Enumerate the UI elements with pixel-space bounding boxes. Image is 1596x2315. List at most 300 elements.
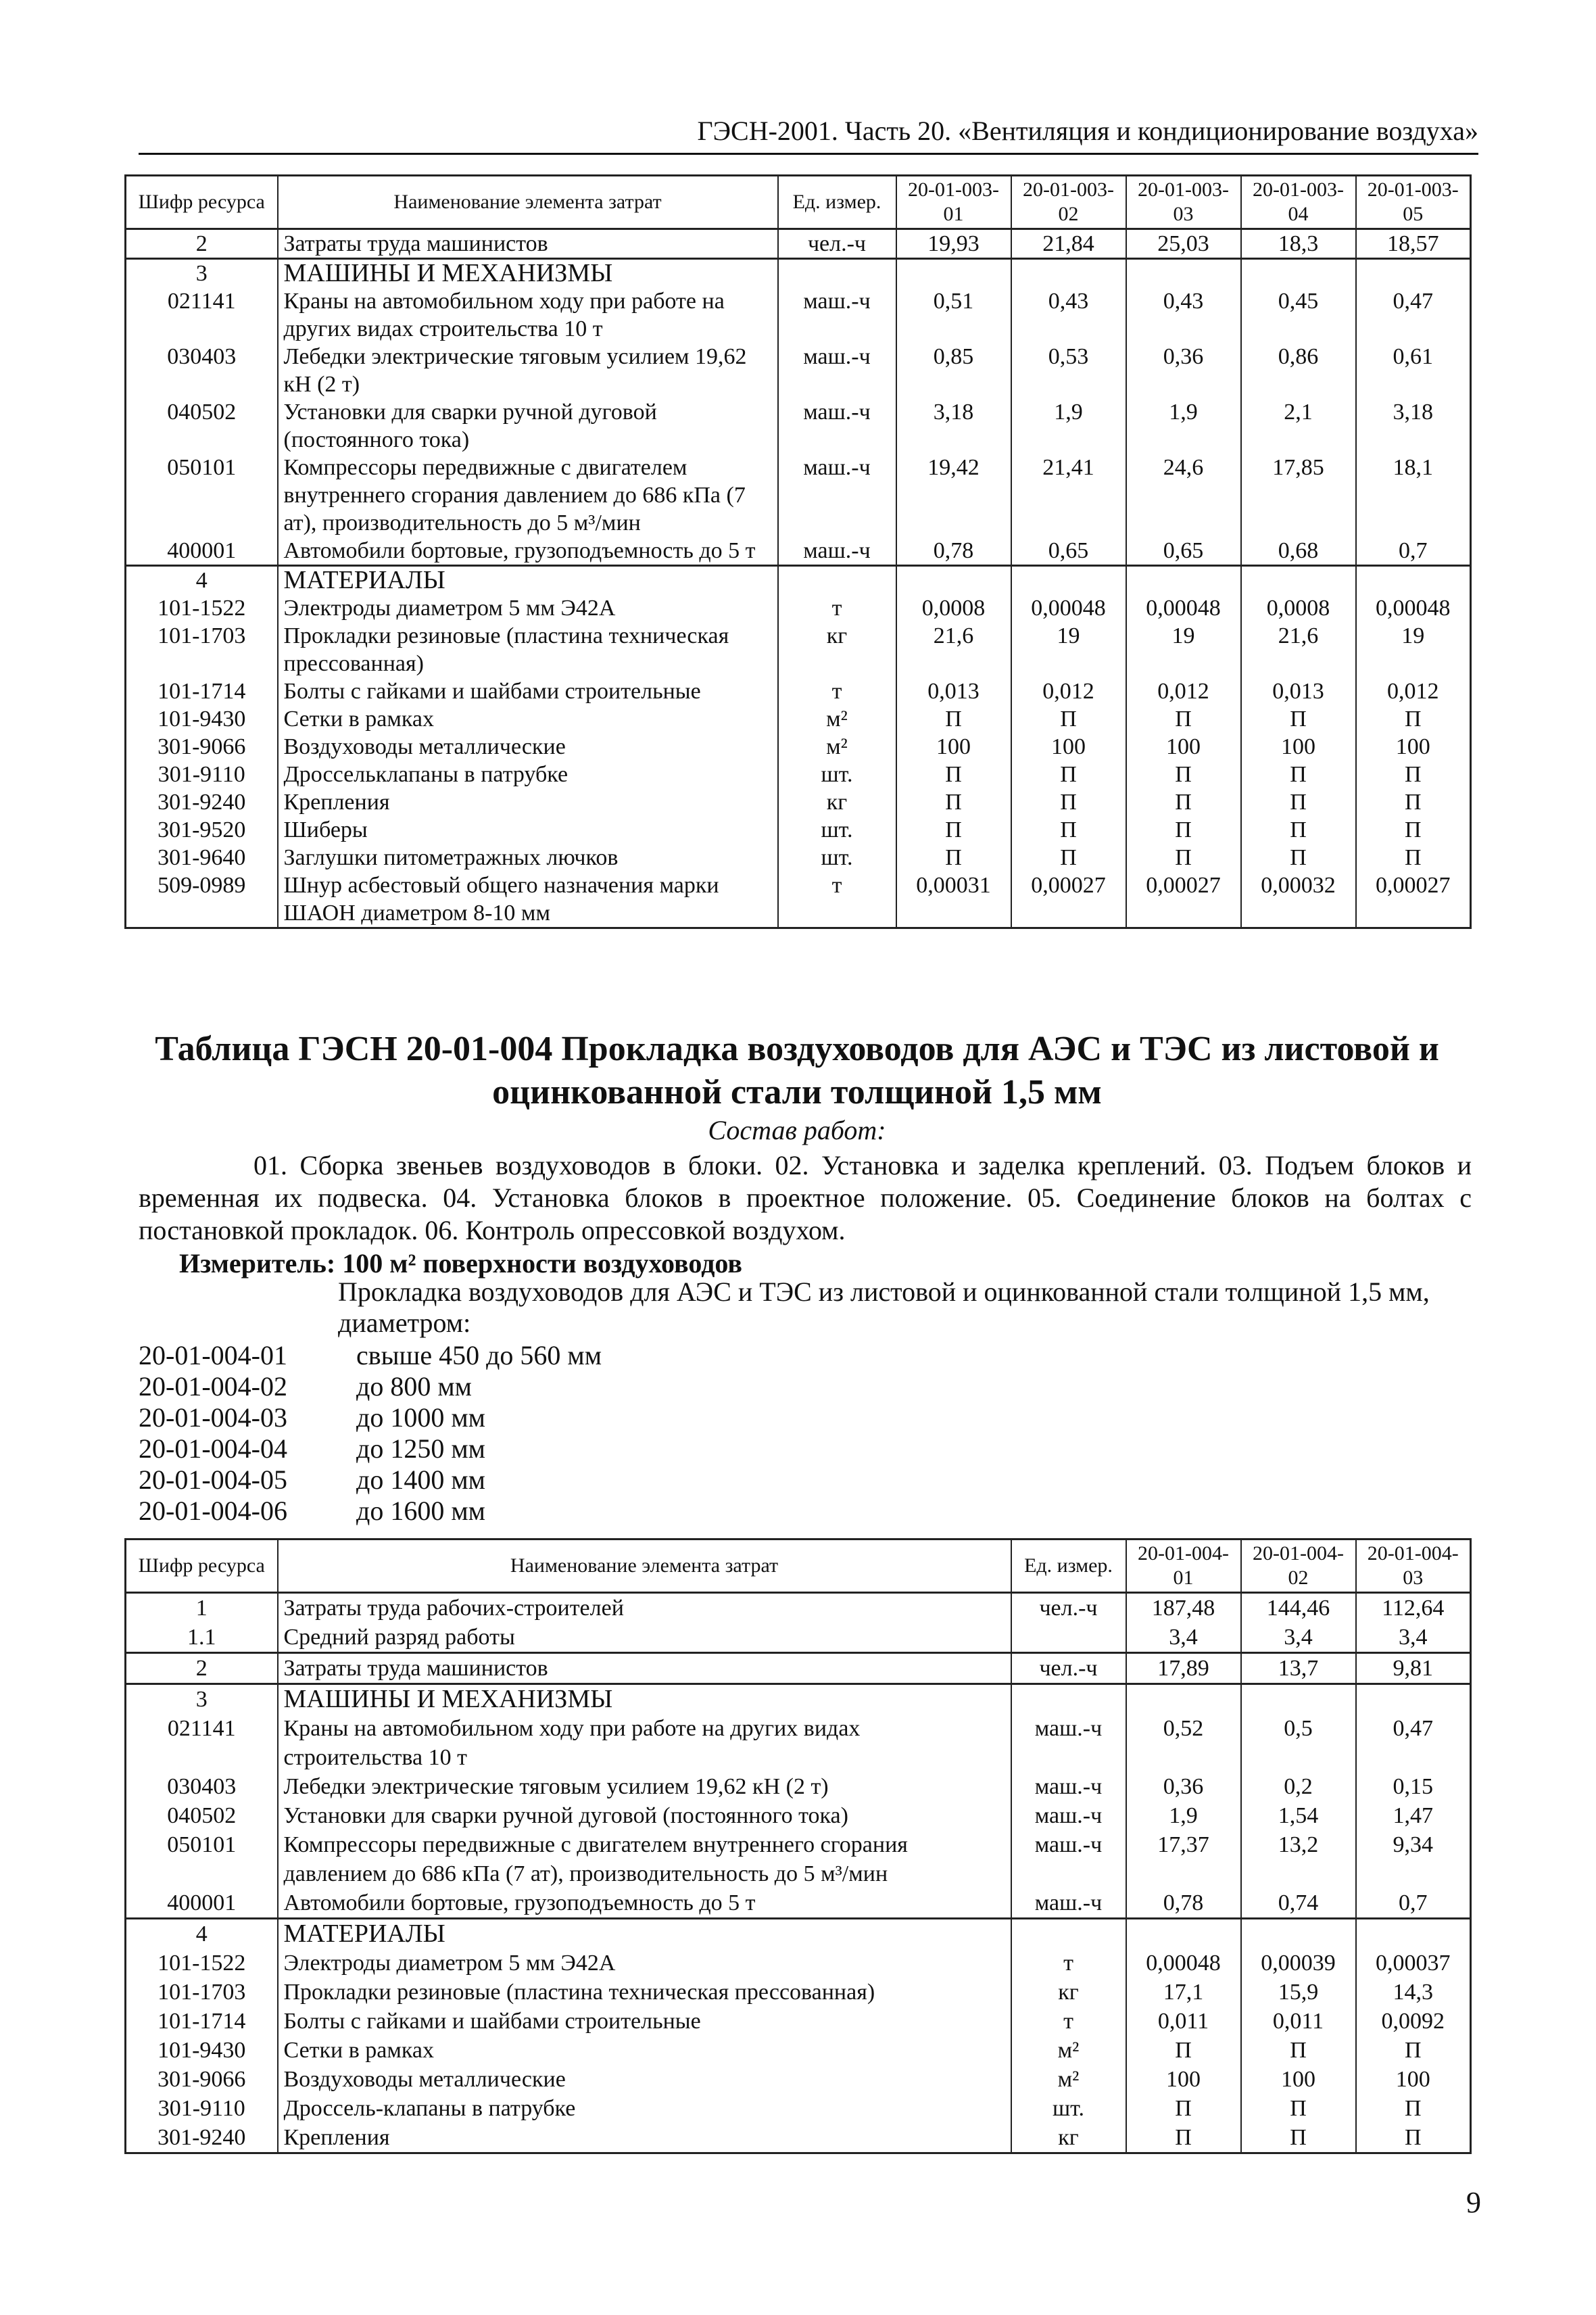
norm-text: до 1000 мм — [356, 1402, 485, 1433]
unit-cell: шт. — [1011, 2094, 1126, 2123]
value-cell: 0,00027 — [1011, 872, 1126, 928]
value-cell — [1356, 1919, 1471, 1949]
resource-name: Крепления — [278, 788, 778, 816]
resource-code: 1.1 — [126, 1623, 278, 1653]
unit-cell: кг — [778, 622, 896, 677]
norm-code: 20-01-004-02 — [139, 1371, 287, 1402]
table-row — [126, 1653, 1471, 1684]
value-cell: П — [1241, 844, 1356, 872]
value-cell: 14,3 — [1356, 1978, 1471, 2007]
value-cell: П — [1241, 2036, 1356, 2065]
col-header-norm: 20-01-003-03 — [1126, 176, 1241, 229]
table-row — [126, 229, 1471, 259]
table-header-row — [126, 1540, 1471, 1593]
unit-cell — [1011, 1919, 1126, 1949]
value-cell: 3,4 — [1126, 1623, 1241, 1653]
value-cell: 0,5 — [1241, 1714, 1356, 1772]
resource-code: 101-1522 — [126, 1949, 278, 1978]
section-heading: МАШИНЫ И МЕХАНИЗМЫ — [278, 1684, 1011, 1715]
resource-code: 050101 — [126, 1830, 278, 1888]
value-cell: П — [1356, 2123, 1471, 2153]
value-cell — [1011, 566, 1126, 595]
value-cell: 144,46 — [1241, 1593, 1356, 1623]
value-cell: П — [896, 788, 1011, 816]
resource-code: 301-9520 — [126, 816, 278, 844]
value-cell: П — [1126, 2094, 1241, 2123]
norm-text: до 1600 мм — [356, 1496, 485, 1526]
value-cell: П — [1356, 816, 1471, 844]
value-cell: 18,57 — [1356, 229, 1471, 259]
resource-name: Болты с гайками и шайбами строительные — [278, 677, 778, 705]
col-header-code: Шифр ресурса — [126, 1540, 278, 1593]
value-cell: П — [1126, 2036, 1241, 2065]
col-header-norm: 20-01-004-03 — [1356, 1540, 1471, 1593]
value-cell: 0,65 — [1011, 537, 1126, 566]
value-cell: 1,9 — [1126, 1801, 1241, 1830]
unit-cell: маш.-ч — [778, 454, 896, 537]
table-row — [126, 454, 1471, 537]
table-row — [126, 259, 1471, 288]
value-cell: 100 — [1356, 2065, 1471, 2094]
norm-text: до 1250 мм — [356, 1433, 485, 1464]
table-row — [126, 1919, 1471, 1949]
value-cell: П — [1126, 816, 1241, 844]
table-row — [126, 1714, 1471, 1772]
col-header-norm: 20-01-003-01 — [896, 176, 1011, 229]
resource-code: 4 — [126, 1919, 278, 1949]
unit-cell: чел.-ч — [1011, 1653, 1126, 1684]
value-cell: 19 — [1126, 622, 1241, 677]
value-cell: 13,2 — [1241, 1830, 1356, 1888]
unit-cell: кг — [1011, 2123, 1126, 2153]
value-cell: 1,9 — [1126, 398, 1241, 454]
col-header-unit: Ед. измер. — [1011, 1540, 1126, 1593]
value-cell: 187,48 — [1126, 1593, 1241, 1623]
value-cell: П — [1356, 2036, 1471, 2065]
table-row — [126, 788, 1471, 816]
value-cell — [1241, 1684, 1356, 1715]
norm-description-line: Прокладка воздуховодов для АЭС и ТЭС из листовой и оцинкованной стали толщиной 1,5 мм, — [338, 1276, 1430, 1307]
table-row — [126, 1593, 1471, 1623]
table-row — [126, 537, 1471, 566]
table-row — [126, 872, 1471, 928]
unit-cell: маш.-ч — [1011, 1772, 1126, 1801]
value-cell: 13,7 — [1241, 1653, 1356, 1684]
unit-cell: чел.-ч — [778, 229, 896, 259]
section-heading: МАШИНЫ И МЕХАНИЗМЫ — [278, 259, 778, 288]
value-cell: 24,6 — [1126, 454, 1241, 537]
value-cell: 9,81 — [1356, 1653, 1471, 1684]
table-row — [126, 2065, 1471, 2094]
norm-text: свыше 450 до 560 мм — [356, 1340, 602, 1370]
unit-cell: кг — [1011, 1978, 1126, 2007]
value-cell: 3,4 — [1356, 1623, 1471, 1653]
value-cell: 0,00027 — [1356, 872, 1471, 928]
value-cell: 21,6 — [1241, 622, 1356, 677]
value-cell — [1356, 566, 1471, 595]
value-cell: П — [1241, 761, 1356, 788]
table-title — [124, 1028, 1470, 1114]
resource-code: 3 — [126, 259, 278, 288]
table-row — [126, 1830, 1471, 1888]
resource-code: 021141 — [126, 1714, 278, 1772]
value-cell: П — [1356, 705, 1471, 733]
value-cell: 0,00048 — [1356, 594, 1471, 622]
unit-cell: кг — [778, 788, 896, 816]
value-cell — [896, 566, 1011, 595]
table-row — [126, 398, 1471, 454]
resource-name: Затраты труда рабочих-строителей — [278, 1593, 1011, 1623]
resource-code: 301-9110 — [126, 761, 278, 788]
unit-cell: шт. — [778, 761, 896, 788]
value-cell: П — [1241, 816, 1356, 844]
table-row — [126, 1978, 1471, 2007]
unit-cell: т — [1011, 1949, 1126, 1978]
resource-code: 030403 — [126, 1772, 278, 1801]
resource-name: Затраты труда машинистов — [278, 1653, 1011, 1684]
table-row — [126, 733, 1471, 761]
unit-cell: маш.-ч — [778, 398, 896, 454]
table-row — [126, 622, 1471, 677]
value-cell: 0,65 — [1126, 537, 1241, 566]
value-cell: 0,7 — [1356, 1888, 1471, 1919]
value-cell: 19,42 — [896, 454, 1011, 537]
col-header-code: Шифр ресурса — [126, 176, 278, 229]
value-cell: 3,18 — [896, 398, 1011, 454]
value-cell: 100 — [1126, 2065, 1241, 2094]
value-cell: 0,013 — [896, 677, 1011, 705]
resource-name: Краны на автомобильном ходу при работе на других видах строительства 10 т — [278, 1714, 1011, 1772]
value-cell: 0,00031 — [896, 872, 1011, 928]
value-cell: 19 — [1011, 622, 1126, 677]
table-title-line: Таблица ГЭСН 20-01-004 Прокладка воздуховодов для АЭС и ТЭС из листовой и — [155, 1030, 1439, 1068]
value-cell: 17,85 — [1241, 454, 1356, 537]
value-cell: 21,84 — [1011, 229, 1126, 259]
resource-name: Компрессоры передвижные с двигателем внутреннего сгорания давлением до 686 кПа (7 ат), производительность до 5 м³/мин — [278, 1830, 1011, 1888]
value-cell: 0,47 — [1356, 1714, 1471, 1772]
measure-unit: Измеритель: 100 м² поверхности воздуховодов — [179, 1248, 743, 1279]
value-cell — [1011, 259, 1126, 288]
resource-code: 101-1522 — [126, 594, 278, 622]
value-cell: 0,0008 — [896, 594, 1011, 622]
value-cell: 0,00032 — [1241, 872, 1356, 928]
resource-code: 2 — [126, 229, 278, 259]
value-cell: П — [1011, 761, 1126, 788]
resource-name: Сетки в рамках — [278, 705, 778, 733]
value-cell: 0,00039 — [1241, 1949, 1356, 1978]
unit-cell — [778, 259, 896, 288]
value-cell — [1356, 1684, 1471, 1715]
resource-name: Электроды диаметром 5 мм Э42А — [278, 1949, 1011, 1978]
value-cell: П — [1241, 705, 1356, 733]
value-cell: 0,00037 — [1356, 1949, 1471, 1978]
col-header-unit: Ед. измер. — [778, 176, 896, 229]
value-cell: П — [1356, 844, 1471, 872]
resource-name: Лебедки электрические тяговым усилием 19,62 кН (2 т) — [278, 343, 778, 398]
resource-name: Воздуховоды металлические — [278, 2065, 1011, 2094]
resource-name: Компрессоры передвижные с двигателем внутреннего сгорания давлением до 686 кПа (7 ат), производительность до 5 м³/мин — [278, 454, 778, 537]
resource-code: 301-9066 — [126, 2065, 278, 2094]
section-heading: МАТЕРИАЛЫ — [278, 1919, 1011, 1949]
col-header-name: Наименование элемента затрат — [278, 176, 778, 229]
value-cell: 0,68 — [1241, 537, 1356, 566]
value-cell: 0,00048 — [1126, 594, 1241, 622]
value-cell: 0,36 — [1126, 1772, 1241, 1801]
value-cell: 0,2 — [1241, 1772, 1356, 1801]
work-composition-text: 01. Сборка звеньев воздуховодов в блоки. 02. Установка и заделка креплений. 03. Подъем блоков и временная их подвеска. 04. Установка блоков в проектное положение. 05. Соединение блоков на болтах с постановкой прокладок. 06. Контроль опрессовкой воздухом. — [139, 1150, 1472, 1245]
value-cell: 100 — [1241, 2065, 1356, 2094]
unit-cell: маш.-ч — [1011, 1714, 1126, 1772]
resource-code: 101-1703 — [126, 622, 278, 677]
resource-code: 301-9066 — [126, 733, 278, 761]
value-cell: 17,89 — [1126, 1653, 1241, 1684]
value-cell: П — [896, 761, 1011, 788]
table-title-line: оцинкованной стали толщиной 1,5 мм — [492, 1073, 1102, 1112]
resource-name: Заглушки питометражных лючков — [278, 844, 778, 872]
section-heading: МАТЕРИАЛЫ — [278, 566, 778, 595]
unit-cell: т — [778, 594, 896, 622]
value-cell — [1241, 259, 1356, 288]
value-cell: 3,4 — [1241, 1623, 1356, 1653]
value-cell: 112,64 — [1356, 1593, 1471, 1623]
resource-code: 400001 — [126, 1888, 278, 1919]
value-cell — [1356, 259, 1471, 288]
resource-code: 301-9640 — [126, 844, 278, 872]
resource-name: Автомобили бортовые, грузоподъемность до 5 т — [278, 537, 778, 566]
value-cell: 19 — [1356, 622, 1471, 677]
value-cell: П — [896, 705, 1011, 733]
value-cell: 100 — [1356, 733, 1471, 761]
value-cell: П — [1126, 788, 1241, 816]
value-cell: 0,86 — [1241, 343, 1356, 398]
resource-name: Краны на автомобильном ходу при работе на других видах строительства 10 т — [278, 287, 778, 343]
value-cell: П — [1126, 844, 1241, 872]
unit-cell — [778, 566, 896, 595]
value-cell: П — [1356, 761, 1471, 788]
resource-code: 050101 — [126, 454, 278, 537]
unit-cell — [1011, 1684, 1126, 1715]
value-cell: 1,47 — [1356, 1801, 1471, 1830]
resource-name: Установки для сварки ручной дуговой (постоянного тока) — [278, 1801, 1011, 1830]
value-cell: 1,54 — [1241, 1801, 1356, 1830]
table-row — [126, 705, 1471, 733]
value-cell: П — [1241, 788, 1356, 816]
table-header-row — [126, 176, 1471, 229]
value-cell: 0,011 — [1126, 2007, 1241, 2036]
table-row — [126, 1623, 1471, 1653]
value-cell: 0,78 — [896, 537, 1011, 566]
resource-code: 2 — [126, 1653, 278, 1684]
col-header-name: Наименование элемента затрат — [278, 1540, 1011, 1593]
value-cell — [1126, 566, 1241, 595]
resource-name: Крепления — [278, 2123, 1011, 2153]
table-row — [126, 1801, 1471, 1830]
value-cell: 0,012 — [1126, 677, 1241, 705]
value-cell: 0,51 — [896, 287, 1011, 343]
norm-code: 20-01-004-04 — [139, 1433, 287, 1464]
table-row — [126, 816, 1471, 844]
unit-cell: маш.-ч — [778, 343, 896, 398]
resource-name: Шнур асбестовый общего назначения марки ШАОН диаметром 8-10 мм — [278, 872, 778, 928]
resource-code: 021141 — [126, 287, 278, 343]
unit-cell: т — [778, 677, 896, 705]
value-cell: 0,43 — [1011, 287, 1126, 343]
table-row — [126, 566, 1471, 595]
unit-cell: т — [1011, 2007, 1126, 2036]
resource-table-004 — [124, 1538, 1472, 2154]
value-cell: П — [1011, 788, 1126, 816]
value-cell: 25,03 — [1126, 229, 1241, 259]
value-cell: 17,37 — [1126, 1830, 1241, 1888]
unit-cell: маш.-ч — [1011, 1830, 1126, 1888]
norm-code: 20-01-004-06 — [139, 1496, 287, 1526]
value-cell: 9,34 — [1356, 1830, 1471, 1888]
unit-cell: м² — [1011, 2036, 1126, 2065]
resource-name: Прокладки резиновые (пластина техническая прессованная) — [278, 1978, 1011, 2007]
table-row — [126, 343, 1471, 398]
value-cell: 15,9 — [1241, 1978, 1356, 2007]
value-cell: П — [1126, 2123, 1241, 2153]
resource-name: Затраты труда машинистов — [278, 229, 778, 259]
value-cell: П — [1011, 816, 1126, 844]
unit-cell: м² — [778, 705, 896, 733]
value-cell: 0,53 — [1011, 343, 1126, 398]
value-cell: П — [1241, 2123, 1356, 2153]
value-cell: 18,1 — [1356, 454, 1471, 537]
value-cell: 17,1 — [1126, 1978, 1241, 2007]
value-cell: 18,3 — [1241, 229, 1356, 259]
norm-code: 20-01-004-01 — [139, 1340, 287, 1370]
value-cell: 100 — [1241, 733, 1356, 761]
value-cell: 100 — [1011, 733, 1126, 761]
resource-code: 040502 — [126, 1801, 278, 1830]
value-cell: 0,43 — [1126, 287, 1241, 343]
value-cell: П — [1011, 705, 1126, 733]
norm-text: до 1400 мм — [356, 1464, 485, 1495]
resource-code: 101-9430 — [126, 705, 278, 733]
resource-name: Установки для сварки ручной дуговой (постоянного тока) — [278, 398, 778, 454]
value-cell: 0,85 — [896, 343, 1011, 398]
resource-name: Прокладки резиновые (пластина техническая прессованная) — [278, 622, 778, 677]
value-cell: 21,6 — [896, 622, 1011, 677]
resource-name: Средний разряд работы — [278, 1623, 1011, 1653]
norm-item — [139, 1340, 602, 1371]
value-cell: П — [1126, 705, 1241, 733]
value-cell: 0,74 — [1241, 1888, 1356, 1919]
value-cell: 21,41 — [1011, 454, 1126, 537]
value-cell: 0,7 — [1356, 537, 1471, 566]
value-cell: 0,52 — [1126, 1714, 1241, 1772]
value-cell: П — [896, 816, 1011, 844]
table-row — [126, 1772, 1471, 1801]
col-header-norm: 20-01-003-04 — [1241, 176, 1356, 229]
table-row — [126, 1949, 1471, 1978]
value-cell: П — [1126, 761, 1241, 788]
value-cell — [1126, 1684, 1241, 1715]
resource-code: 509-0989 — [126, 872, 278, 928]
unit-cell — [1011, 1623, 1126, 1653]
resource-code: 040502 — [126, 398, 278, 454]
unit-cell: маш.-ч — [1011, 1801, 1126, 1830]
value-cell: 0,78 — [1126, 1888, 1241, 1919]
resource-code: 101-1703 — [126, 1978, 278, 2007]
table-row — [126, 844, 1471, 872]
table-row — [126, 761, 1471, 788]
norm-description — [338, 1276, 1480, 1339]
norm-item — [139, 1433, 602, 1464]
unit-cell: маш.-ч — [778, 287, 896, 343]
value-cell: П — [896, 844, 1011, 872]
value-cell: 0,61 — [1356, 343, 1471, 398]
unit-cell: м² — [1011, 2065, 1126, 2094]
value-cell: П — [1356, 2094, 1471, 2123]
table-row — [126, 2123, 1471, 2153]
value-cell — [1241, 566, 1356, 595]
page-number: 9 — [1466, 2186, 1481, 2219]
resource-code: 1 — [126, 1593, 278, 1623]
value-cell: 0,011 — [1241, 2007, 1356, 2036]
table-row — [126, 2036, 1471, 2065]
table-row — [126, 594, 1471, 622]
value-cell: 0,0008 — [1241, 594, 1356, 622]
resource-code: 101-1714 — [126, 677, 278, 705]
value-cell: 0,012 — [1011, 677, 1126, 705]
value-cell: П — [1356, 788, 1471, 816]
work-composition-label: Состав работ: — [708, 1115, 886, 1145]
unit-cell: чел.-ч — [1011, 1593, 1126, 1623]
value-cell — [1126, 259, 1241, 288]
norm-item — [139, 1371, 602, 1402]
value-cell: 3,18 — [1356, 398, 1471, 454]
norm-item — [139, 1496, 602, 1527]
value-cell: 0,0092 — [1356, 2007, 1471, 2036]
resource-code: 301-9110 — [126, 2094, 278, 2123]
col-header-norm: 20-01-003-02 — [1011, 176, 1126, 229]
value-cell: 0,012 — [1356, 677, 1471, 705]
value-cell: 0,00048 — [1011, 594, 1126, 622]
resource-code: 101-1714 — [126, 2007, 278, 2036]
table-row — [126, 2094, 1471, 2123]
resource-name: Автомобили бортовые, грузоподъемность до 5 т — [278, 1888, 1011, 1919]
value-cell — [896, 259, 1011, 288]
resource-code: 4 — [126, 566, 278, 595]
value-cell — [1241, 1919, 1356, 1949]
value-cell: 100 — [896, 733, 1011, 761]
value-cell: 0,15 — [1356, 1772, 1471, 1801]
value-cell: П — [1011, 844, 1126, 872]
col-header-norm: 20-01-004-01 — [1126, 1540, 1241, 1593]
norm-text: до 800 мм — [356, 1371, 472, 1402]
value-cell: 0,36 — [1126, 343, 1241, 398]
unit-cell: т — [778, 872, 896, 928]
norm-item — [139, 1464, 602, 1496]
value-cell: 100 — [1126, 733, 1241, 761]
col-header-norm: 20-01-004-02 — [1241, 1540, 1356, 1593]
norm-description-line: диаметром: — [338, 1308, 471, 1338]
norm-code: 20-01-004-03 — [139, 1402, 287, 1433]
resource-code: 101-9430 — [126, 2036, 278, 2065]
unit-cell: маш.-ч — [1011, 1888, 1126, 1919]
resource-name: Дроссельклапаны в патрубке — [278, 761, 778, 788]
table-row — [126, 2007, 1471, 2036]
unit-cell: маш.-ч — [778, 537, 896, 566]
table-row — [126, 677, 1471, 705]
table-row — [126, 287, 1471, 343]
col-header-norm: 20-01-003-05 — [1356, 176, 1471, 229]
resource-code: 3 — [126, 1684, 278, 1715]
norm-code: 20-01-004-05 — [139, 1464, 287, 1495]
norm-item — [139, 1402, 602, 1433]
